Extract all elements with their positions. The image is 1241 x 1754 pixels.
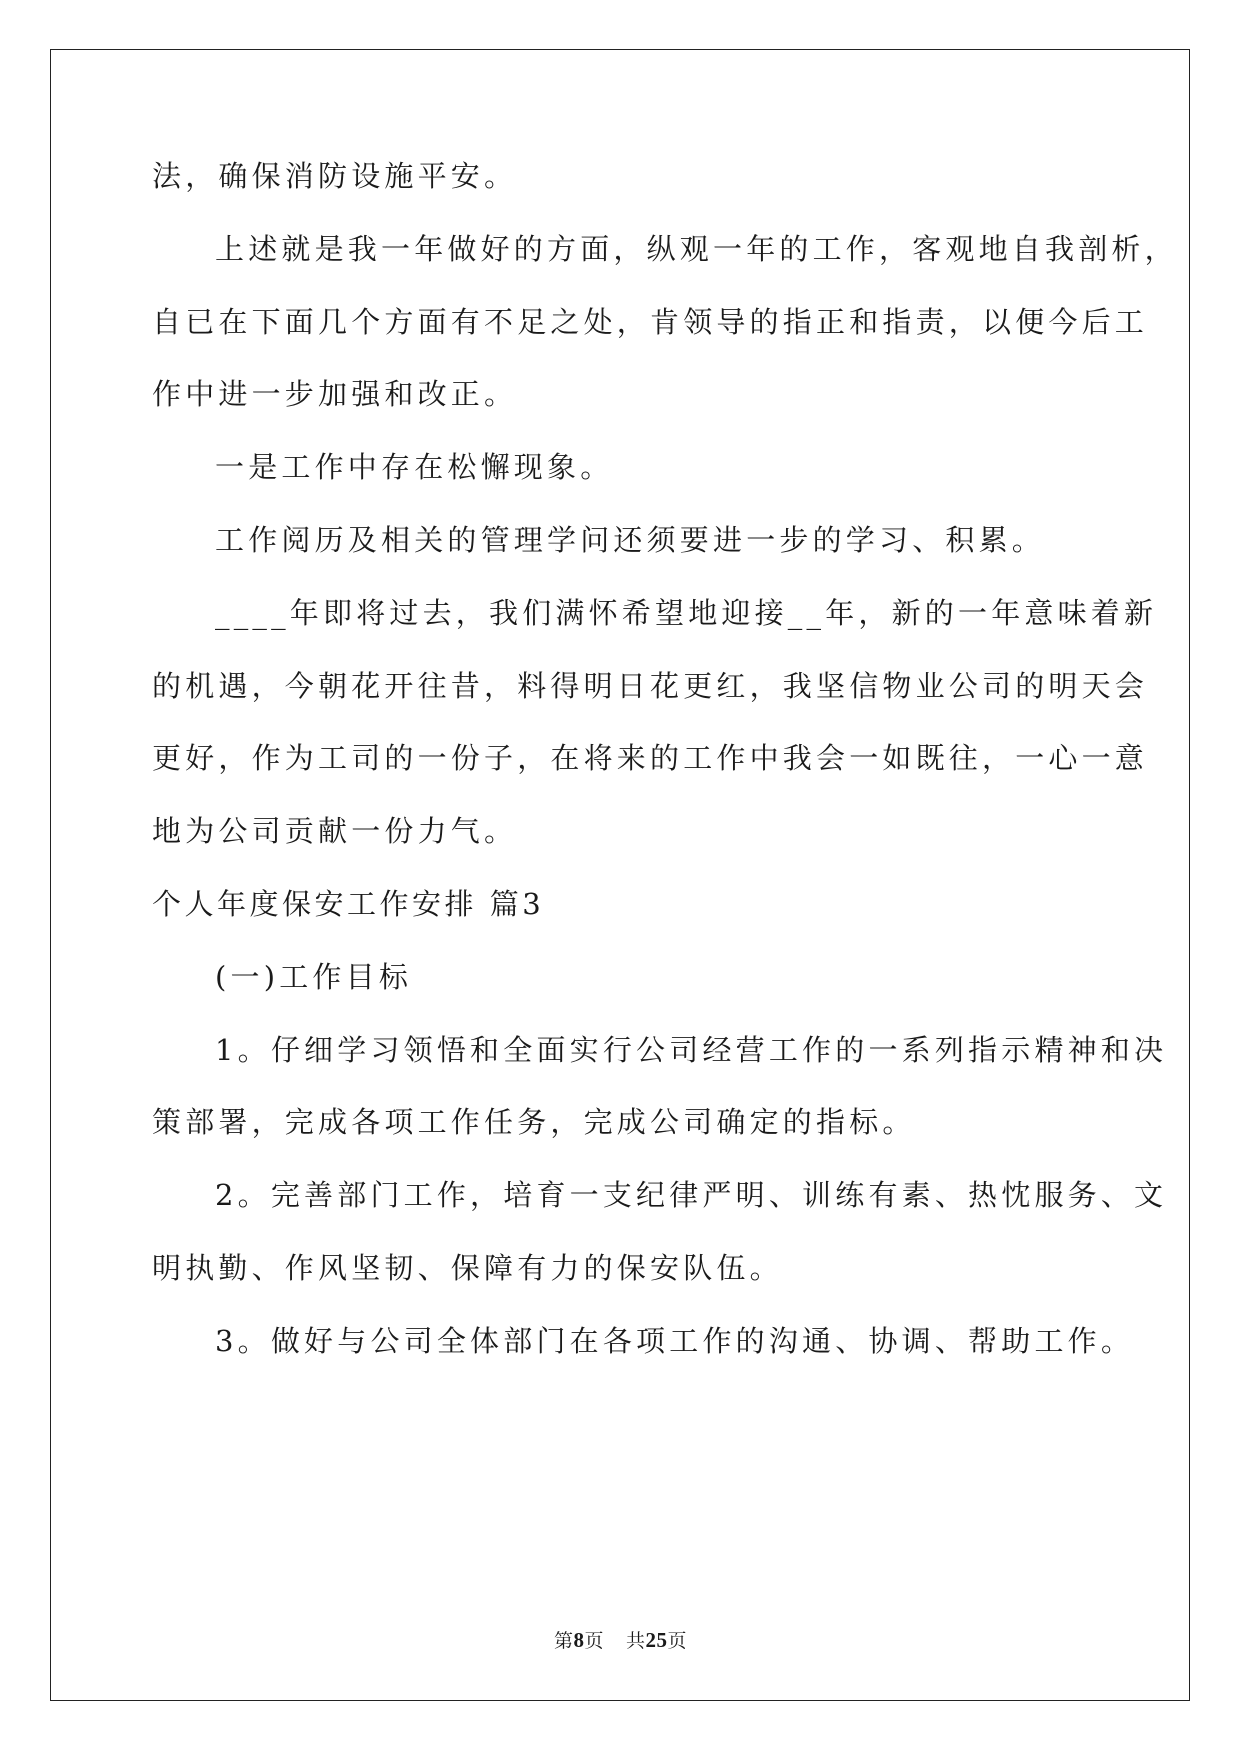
text-line-6: 工作阅历及相关的管理学问还须要进一步的学习、积累。 xyxy=(215,523,1046,557)
text-line-7: ____年即将过去，我们满怀希望地迎接__年，新的一年意味着新 xyxy=(215,596,1158,630)
text-line-1: 法，确保消防设施平安。 xyxy=(152,159,518,193)
text-line-3: 自已在下面几个方面有不足之处，肯领导的指正和指责，以便今后工 xyxy=(152,305,1149,339)
page-footer xyxy=(0,1626,1241,1653)
footer-page-number: 8 xyxy=(573,1628,585,1652)
footer-total-number: 25 xyxy=(645,1628,668,1652)
text-line-17: 3。做好与公司全体部门在各项工作的沟通、协调、帮助工作。 xyxy=(215,1324,1135,1358)
footer-total-suffix: 页 xyxy=(667,1630,688,1652)
footer-page-prefix: 第 xyxy=(553,1630,574,1652)
text-line-5: 一是工作中存在松懈现象。 xyxy=(215,450,614,484)
text-line-16: 明执勤、作风坚韧、保障有力的保安队伍。 xyxy=(152,1251,783,1285)
text-line-4: 作中进一步加强和改正。 xyxy=(152,377,518,411)
footer-page-suffix: 页 xyxy=(584,1630,604,1652)
footer-total-prefix: 共 xyxy=(626,1630,646,1652)
text-line-13: 1。仔细学习领悟和全面实行公司经营工作的一系列指示精神和决 xyxy=(215,1033,1168,1067)
text-line-8: 的机遇，今朝花开往昔，料得明日花更红，我坚信物业公司的明天会 xyxy=(152,669,1149,703)
page-border xyxy=(50,49,1190,1701)
text-line-14: 策部署，完成各项工作任务，完成公司确定的指标。 xyxy=(152,1105,916,1139)
text-line-10: 地为公司贡献一份力气。 xyxy=(152,814,518,848)
text-line-15: 2。完善部门工作，培育一支纪律严明、训练有素、热忱服务、文 xyxy=(215,1178,1168,1212)
text-line-12: (一)工作目标 xyxy=(215,960,413,994)
text-line-9: 更好，作为工司的一份子，在将来的工作中我会一如既往，一心一意 xyxy=(152,741,1149,775)
section-heading: 个人年度保安工作安排 篇3 xyxy=(152,887,545,921)
text-line-2: 上述就是我一年做好的方面，纵观一年的工作，客观地自我剖析， xyxy=(215,232,1178,266)
